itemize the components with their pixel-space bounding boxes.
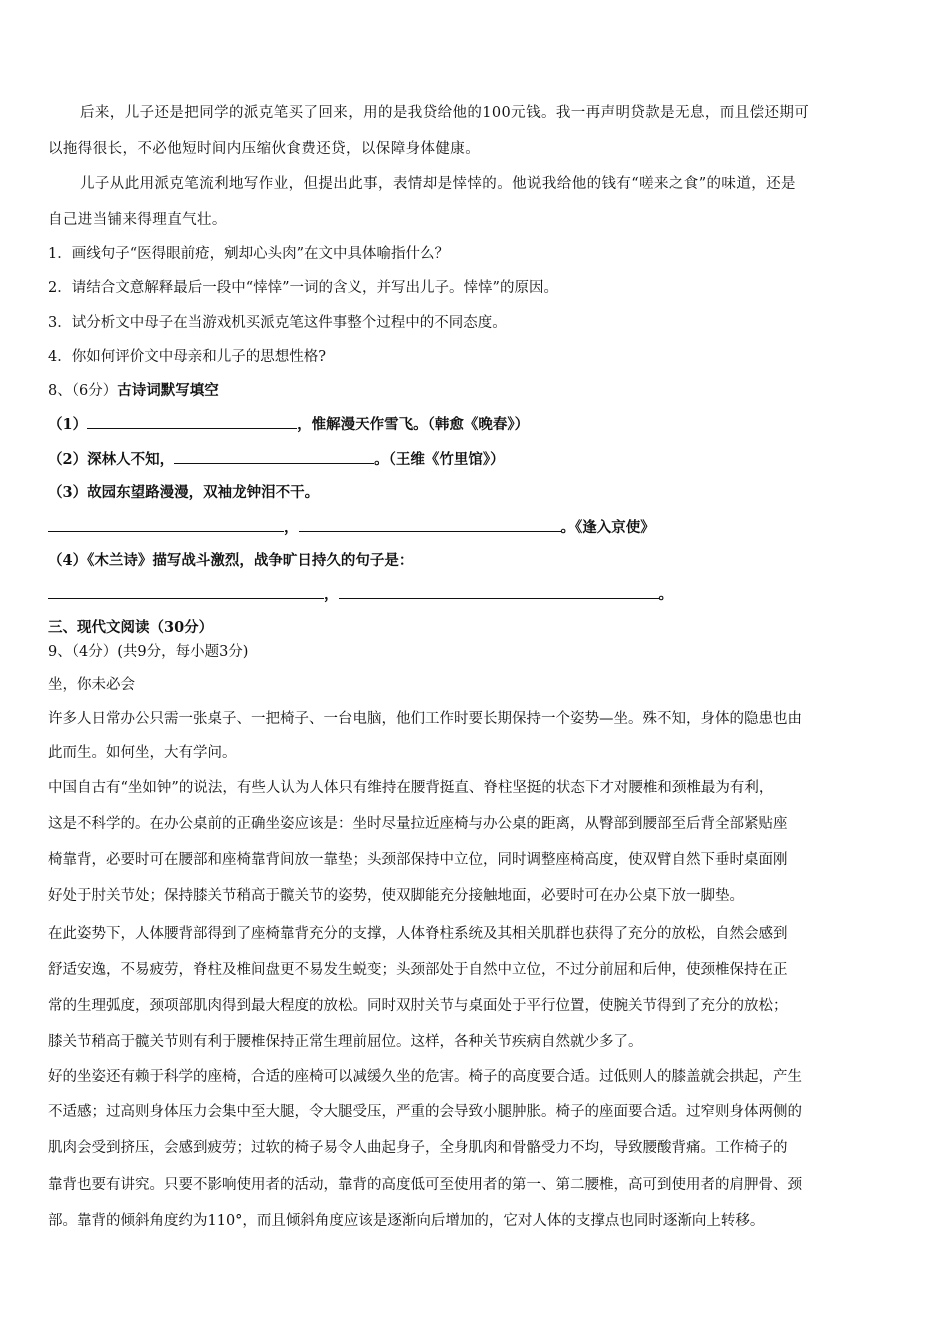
q8-item-1-prefix: （1） [48,416,88,433]
article-line: 不适感；过高则身体压力会集中至大腿，令大腿受压，严重的会导致小腿肿胀。椅子的座面要合适。过窄则身体两侧的 [48,1104,802,1120]
q8-item-4: （4）《木兰诗》描写战斗激烈，战争旷日持久的句子是： [48,552,414,569]
article-line: 部。靠背的倾斜角度约为110°，而且倾斜角度应该是逐渐向后增加的，它对人体的支撑点也同时逐渐向上转移。 [48,1213,765,1229]
q8-item-4-separator: ， [324,586,339,603]
q8-item-4-suffix: 。 [658,586,673,603]
q8-item-2-blank[interactable] [174,449,374,464]
q8-item-3-blank-1[interactable] [48,517,284,532]
article-line: 膝关节稍高于髋关节则有利于腰椎保持正常生理前屈位。这样，各种关节疾病自然就少多了。 [48,1034,643,1050]
story-paragraph-2-line-2: 自己进当铺来得理直气壮。 [48,212,227,228]
article-line: 舒适安逸，不易疲劳，脊柱及椎间盘更不易发生蜕变；头颈部处于自然中立位，不过分前屈和后伸，使颈椎保持在正 [48,962,788,978]
article-line: 靠背也要有讲究。只要不影响使用者的活动，靠背的高度低可至使用者的第一、第二腰椎，高可到使用者的肩胛骨、颈 [48,1177,802,1193]
section-3-title: 三、现代文阅读（30分） [48,619,214,636]
q8-item-3: （3）故园东望路漫漫，双袖龙钟泪不干。 [48,484,320,501]
article-line: 许多人日常办公只需一张桌子、一把椅子、一台电脑，他们工作时要长期保持一个姿势—坐。殊不知，身体的隐患也由 [48,711,802,727]
question-2: 2．请结合文意解释最后一段中“悻悻”一词的含义，并写出儿子。悻悻”的原因。 [48,280,558,296]
question-4: 4．你如何评价文中母亲和儿子的思想性格? [48,349,326,365]
q8-heading-title: 古诗词默写填空 [117,382,219,399]
q8-item-3-suffix: 。《逢入京使》 [560,519,655,536]
article-line: 在此姿势下，人体腰背部得到了座椅靠背充分的支撑，人体脊柱系统及其相关肌群也获得了充分的放松，自然会感到 [48,926,788,942]
story-paragraph-1-line-2: 以拖得很长，不必他短时间内压缩伙食费还贷，以保障身体健康。 [48,141,481,157]
q8-item-3-blank-2[interactable] [299,517,561,532]
question-1: 1．画线句子“医得眼前疮，剜却心头肉”在文中具体喻指什么？ [48,246,450,262]
q8-heading-number: 8、（6分） [48,383,118,399]
q8-item-4-blank-2[interactable] [339,584,659,599]
article-line: 中国自古有“坐如钟”的说法，有些人认为人体只有维持在腰背挺直、脊柱坚挺的状态下才对腰椎和颈椎最为有利， [48,780,774,796]
q8-item-1 [48,414,529,435]
story-paragraph-1-line-1: 后来，儿子还是把同学的派克笔买了回来，用的是我贷给他的100元钱。我一再声明贷款是无息，而且偿还期可 [80,105,810,121]
q8-item-1-blank[interactable] [87,414,297,429]
q8-item-2-prefix: （2）深林人不知， [48,451,175,468]
article-line: 这是不科学的。在办公桌前的正确坐姿应该是：坐时尽量拉近座椅与办公桌的距离，从臀部到腰部至后背全部紧贴座 [48,816,788,832]
story-paragraph-2-line-1: 儿子从此用派克笔流利地写作业，但提出此事，表情却是悻悻的。他说我给他的钱有“嗟来之食”的味道，还是 [80,176,796,192]
article-line: 常的生理弧度，颈项部肌肉得到最大程度的放松。同时双肘关节与桌面处于平行位置，使腕关节得到了充分的放松； [48,998,788,1014]
q8-item-3-separator: ， [284,519,299,536]
q8-item-4-blank-1[interactable] [48,584,324,599]
article-line: 肌肉会受到挤压，会感到疲劳；过软的椅子易令人曲起身子，全身肌肉和骨骼受力不均，导致腰酸背痛。工作椅子的 [48,1140,788,1156]
question-3: 3．试分析文中母子在当游戏机买派克笔这件事整个过程中的不同态度。 [48,315,507,331]
q8-item-1-suffix: ，惟解漫天作雪飞。（韩愈《晚春》） [297,416,530,433]
article-line: 好处于肘关节处；保持膝关节稍高于髋关节的姿势，使双脚能充分接触地面，必要时可在办公桌下放一脚垫。 [48,888,744,904]
q8-item-3-answer-line [48,517,655,538]
q8-item-2 [48,449,505,470]
article-line: 好的坐姿还有赖于科学的座椅，合适的座椅可以减缓久坐的危害。椅子的高度要合适。过低则人的膝盖就会拱起，产生 [48,1069,802,1085]
article-title: 坐，你未必会 [48,677,135,693]
article-line: 此而生。如何坐，大有学问。 [48,745,237,761]
article-line: 椅靠背，必要时可在腰部和座椅靠背间放一靠垫；头颈部保持中立位，同时调整座椅高度，使双臂自然下垂时桌面刚 [48,852,788,868]
q8-heading [48,381,219,401]
q8-item-2-suffix: 。（王维《竹里馆》） [374,451,505,468]
question-9-heading: 9、（4分）(共9分，每小题3分) [48,644,249,660]
q8-item-4-answer-line [48,584,673,605]
